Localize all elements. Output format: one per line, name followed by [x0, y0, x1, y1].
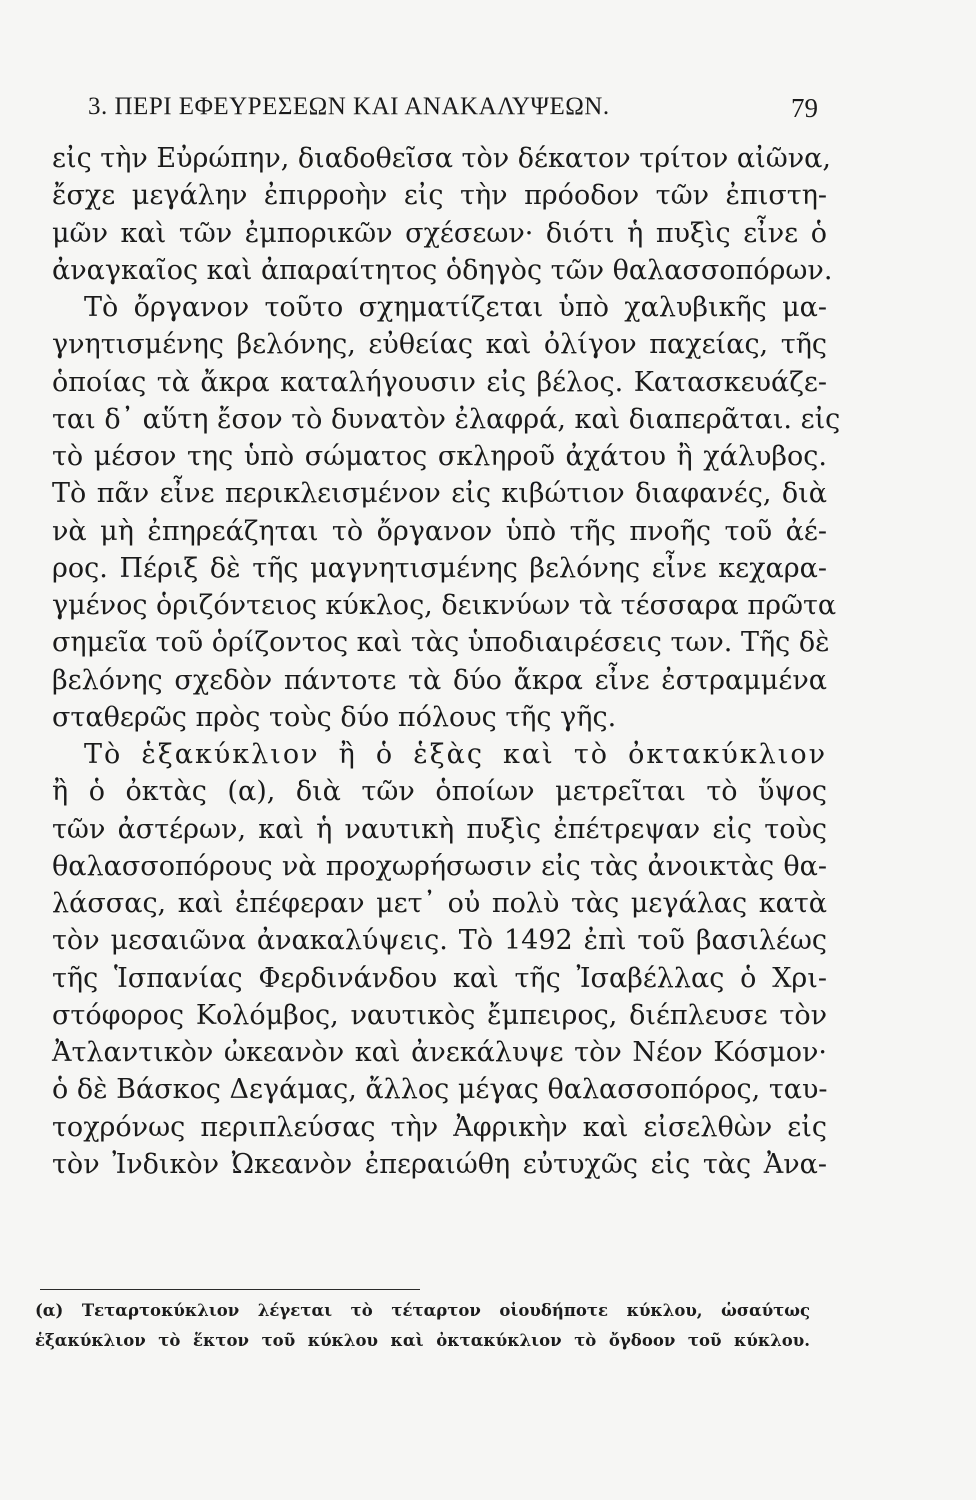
text-line: ται δ᾽ αὕτη ἔσον τὸ δυνατὸν ἐλαφρά, καὶ διαπερᾶται. εἰς	[52, 403, 841, 435]
text-line: λάσσας, καὶ ἐπέφεραν μετ᾽ οὐ πολὺ τὰς μεγάλας κατὰ	[52, 888, 827, 919]
footnote-line: ἑξακύκλιον τὸ ἕκτον τοῦ κύκλου καὶ ὀκτακύκλιον τὸ ὄγδοον τοῦ κύκλου.	[35, 1331, 810, 1350]
page-number: 79	[791, 93, 818, 123]
text-line: σταθερῶς πρὸς τοὺς δύο πόλους τῆς γῆς.	[52, 701, 617, 733]
running-head: 3. ΠΕΡΙ ΕΦΕΥΡΕΣΕΩΝ ΚΑΙ ΑΝΑΚΑΛΥΨΕΩΝ.	[88, 93, 610, 120]
text-line: τὸ μέσον της ὑπὸ σώματος σκληροῦ ἀχάτου ἢ χάλυβος.	[52, 441, 827, 472]
text-line: Τὸ ἑξακύκλιον ἢ ὁ ἑξὰς καὶ τὸ ὀκτακύκλιον	[84, 739, 827, 770]
text-line: σημεῖα τοῦ ὁρίζοντος καὶ τὰς ὑποδιαιρέσεις των. Τῆς δὲ	[52, 627, 830, 659]
text-line: τοχρόνως περιπλεύσας τὴν Ἀφρικὴν καὶ εἰσελθὼν εἰς	[52, 1111, 827, 1143]
text-line: τὸν μεσαιῶνα ἀνακαλύψεις. Τὸ 1492 ἐπὶ τοῦ βασιλέως	[52, 925, 827, 957]
text-line: γνητισμένης βελόνης, εὐθείας καὶ ὀλίγον παχείας, τῆς	[52, 329, 827, 361]
text-line: μῶν καὶ τῶν ἐμπορικῶν σχέσεων· διότι ἡ πυξὶς εἶνε ὁ	[52, 217, 827, 249]
text-line: ὁ δὲ Βάσκος Δεγάμας, ἄλλος μέγας θαλασσοπόρος, ταυ-	[52, 1074, 828, 1106]
footnotes	[35, 1296, 810, 1356]
text-line: θαλασσοπόρους νὰ προχωρήσωσιν εἰς τὰς ἀνοικτὰς θα-	[52, 850, 827, 882]
text-line: ἢ ὁ ὀκτὰς (α), διὰ τῶν ὁποίων μετρεῖται τὸ ὕψος	[52, 776, 827, 808]
text-line: νὰ μὴ ἐπηρεάζηται τὸ ὄργανον ὑπὸ τῆς πνοῆς τοῦ ἀέ-	[52, 515, 827, 547]
text-line: ὁποίας τὰ ἄκρα καταλήγουσιν εἰς βέλος. Κατασκευάζε-	[52, 366, 827, 398]
text-line: γμένος ὁριζόντειος κύκλος, δεικνύων τὰ τέσσαρα πρῶτα	[52, 590, 837, 621]
text-line: ἔσχε μεγάλην ἐπιρροὴν εἰς τὴν πρόοδον τῶν ἐπιστη-	[52, 180, 827, 212]
text-line: Τὸ ὄργανον τοῦτο σχηματίζεται ὑπὸ χαλυβικῆς μα-	[84, 292, 827, 323]
text-line: Ἀτλαντικὸν ὠκεανὸν καὶ ἀνεκάλυψε τὸν Νέον Κόσμον·	[52, 1037, 827, 1068]
text-line: ρος. Πέριξ δὲ τῆς μαγνητισμένης βελόνης εἶνε κεχαρα-	[52, 552, 827, 584]
text-line: ἀναγκαῖος καὶ ἀπαραίτητος ὁδηγὸς τῶν θαλασσοπόρων.	[52, 254, 833, 286]
text-line: Τὸ πᾶν εἶνε περικλεισμένον εἰς κιβώτιον διαφανές, διὰ	[52, 478, 827, 510]
text-line: βελόνης σχεδὸν πάντοτε τὰ δύο ἄκρα εἶνε ἐστραμμένα	[52, 664, 827, 696]
footnote-divider	[40, 1289, 420, 1290]
footnote-line: (α) Τεταρτοκύκλιον λέγεται τὸ τέταρτον οἱουδήποτε κύκλου, ὡσαύτως	[35, 1301, 810, 1320]
text-line: τῶν ἀστέρων, καὶ ἡ ναυτικὴ πυξὶς ἐπέτρεψαν εἰς τοὺς	[52, 813, 827, 845]
text-line: εἰς τὴν Εὐρώπην, διαδοθεῖσα τὸν δέκατον τρίτον αἰῶνα,	[52, 143, 831, 174]
body-text	[52, 140, 841, 1183]
text-line: τὸν Ἰνδικὸν Ὠκεανὸν ἐπεραιώθη εὐτυχῶς εἰς τὰς Ἀνα-	[52, 1148, 827, 1180]
text-line: στόφορος Κολόμβος, ναυτικὸς ἔμπειρος, διέπλευσε τὸν	[52, 999, 827, 1031]
text-line: τῆς Ἱσπανίας Φερδινάνδου καὶ τῆς Ἰσαβέλλας ὁ Χρι-	[52, 962, 827, 994]
page-header	[88, 93, 818, 133]
